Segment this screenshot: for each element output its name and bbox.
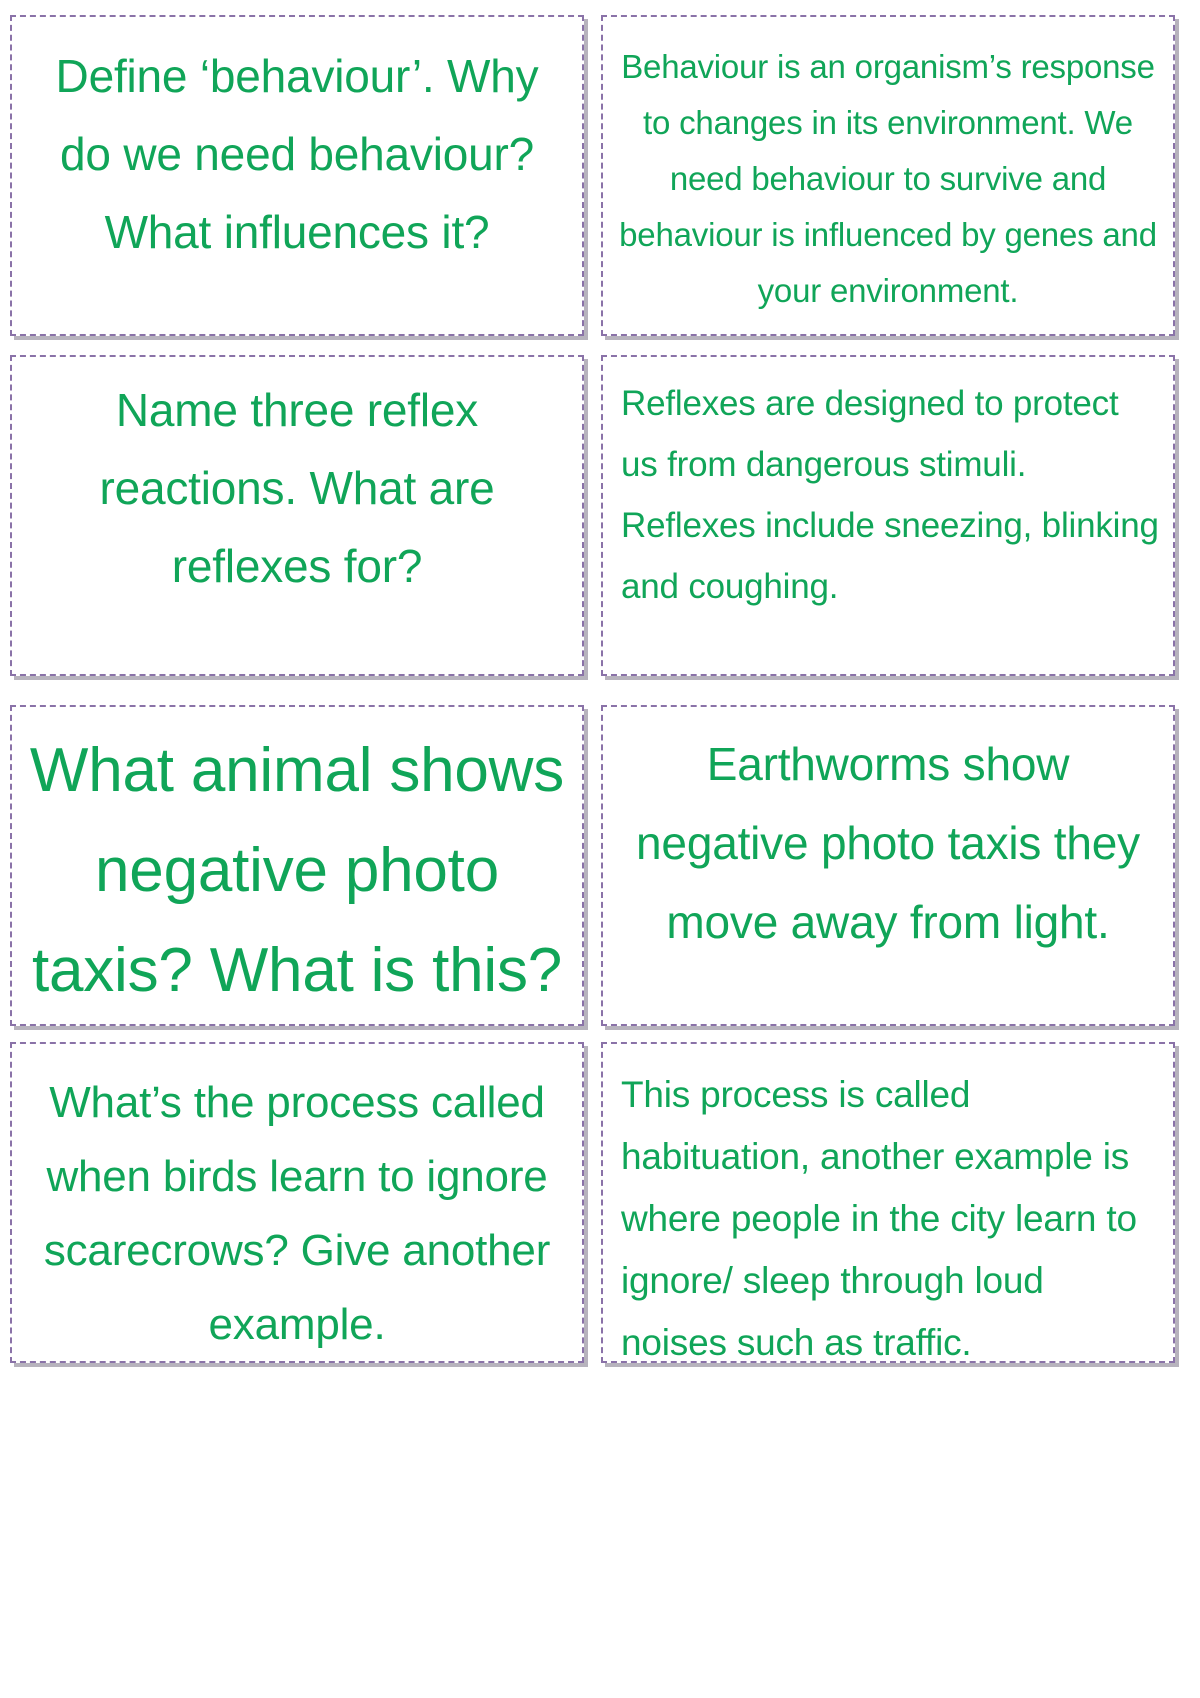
question-text: What animal shows negative photo taxis? What is this? (29, 736, 565, 1005)
answer-card-4 (601, 1042, 1175, 1363)
question-card-4 (10, 1042, 584, 1363)
question-text: Define ‘behaviour’. Why do we need behaviour? What influences it? (55, 50, 539, 258)
question-text: Name three reflex reactions. What are reflexes for? (99, 384, 495, 592)
answer-card-1 (601, 15, 1175, 336)
question-card-2 (10, 355, 584, 676)
question-card-3 (10, 705, 584, 1026)
answer-text: Reflexes are designed to protect us from dangerous stimuli. Reflexes include sneezing, blinking and coughing. (621, 384, 1159, 606)
answer-text: This process is called habituation, another example is where people in the city learn to ignore/ sleep through loud noises such as traffic. (621, 1074, 1137, 1363)
question-card-1 (10, 15, 584, 336)
answer-card-3 (601, 705, 1175, 1026)
answer-text: Earthworms show negative photo taxis they move away from light. (636, 738, 1140, 948)
answer-card-2 (601, 355, 1175, 676)
question-text: What’s the process called when birds learn to ignore scarecrows? Give another example. (43, 1078, 551, 1349)
answer-text: Behaviour is an organism’s response to changes in its environment. We need behaviour to survive and behaviour is influenced by genes and your environment. (619, 48, 1157, 309)
